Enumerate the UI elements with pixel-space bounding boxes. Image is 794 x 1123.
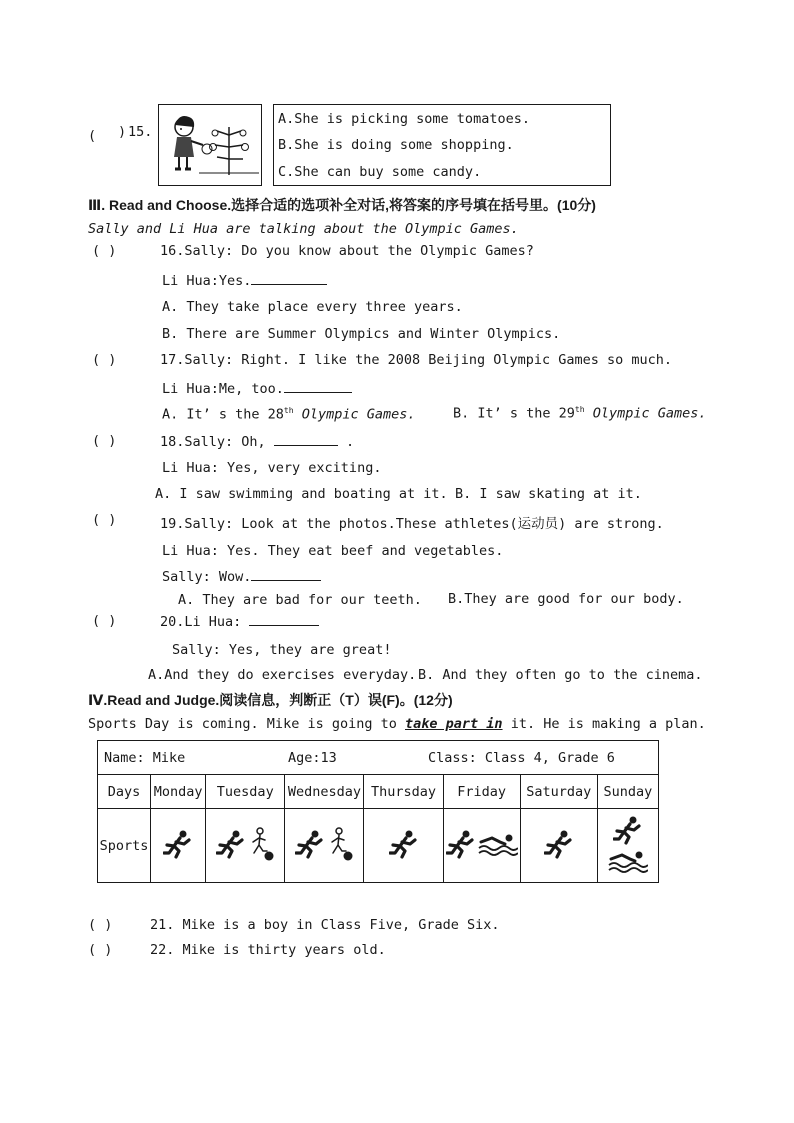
sport-cell-sunday (597, 809, 658, 883)
q18-line-1: 18.Sally: Oh, . (160, 434, 355, 450)
q19-option-b: B.They are good for our body. (448, 591, 684, 607)
q17-answer-paren[interactable]: ( ) (92, 352, 117, 368)
section-3-intro: Sally and Li Hua are talking about the Olympic Games. (88, 221, 519, 237)
plan-sports-row (98, 809, 659, 883)
swimming-icon (608, 849, 648, 877)
sport-cell-friday (443, 809, 520, 883)
running-icon (613, 815, 643, 849)
sport-cell-monday (151, 809, 206, 883)
q20-line-2: Sally: Yes, they are great! (172, 642, 392, 658)
q21-statement: 21. Mike is a boy in Class Five, Grade Six. (150, 917, 500, 933)
q18-blank (274, 433, 338, 446)
q16-option-a: A. They take place every three years. (162, 299, 463, 315)
q19-option-a: A. They are bad for our teeth. (178, 592, 422, 608)
q17-line-1: 17.Sally: Right. I like the 2008 Beijing Olympic Games so much. (160, 352, 673, 368)
girl-picking-tomatoes-illustration (159, 105, 261, 185)
q20-option-b: B. And they often go to the cinema. (418, 667, 703, 683)
q16-option-b: B. There are Summer Olympics and Winter Olympics. (162, 326, 561, 342)
q18-line-2: Li Hua: Yes, very exciting. (162, 460, 382, 476)
q22-statement: 22. Mike is thirty years old. (150, 942, 386, 958)
section-4-intro: Sports Day is coming. Mike is going to take part in it. He is making a plan. (88, 716, 706, 732)
q18-option-b: B. I saw skating at it. (455, 486, 642, 502)
q17-line-2: Li Hua:Me, too. (162, 380, 352, 397)
q16-blank (251, 272, 327, 285)
q17-option-a: A. It’ s the 28th Olympic Games. (162, 406, 416, 423)
football-icon (248, 827, 274, 865)
sport-cell-thursday (364, 809, 443, 883)
day-sunday: Sunday (597, 775, 658, 809)
running-icon (295, 829, 325, 863)
q15-picture (158, 104, 262, 186)
days-label: Days (98, 775, 151, 809)
plan-class: Class: Class 4, Grade 6 (428, 750, 615, 766)
running-icon (216, 829, 246, 863)
q15-option-b: B.She is doing some shopping. (278, 137, 514, 153)
q20-option-a: A.And they do exercises everyday. (148, 667, 417, 683)
day-tuesday: Tuesday (206, 775, 285, 809)
q18-option-a: A. I saw swimming and boating at it. (155, 486, 448, 502)
q15-option-c: C.She can buy some candy. (278, 164, 482, 180)
running-icon (389, 829, 419, 863)
running-icon (446, 829, 476, 863)
q19-blank (251, 568, 321, 581)
q21-answer-paren[interactable]: ( ) (88, 917, 113, 933)
swimming-icon (478, 832, 518, 860)
plan-info-cell (98, 741, 659, 775)
q22-answer-paren[interactable]: ( ) (88, 942, 113, 958)
q19-line-3: Sally: Wow. (162, 568, 321, 585)
q16-line-2: Li Hua:Yes. (162, 272, 327, 289)
sport-cell-saturday (520, 809, 597, 883)
sport-cell-wednesday (285, 809, 364, 883)
day-thursday: Thursday (364, 775, 443, 809)
q19-answer-paren[interactable]: ( ) (92, 512, 117, 528)
plan-info-row (98, 741, 659, 775)
sports-label: Sports (98, 809, 151, 883)
q16-answer-paren[interactable]: ( ) (92, 243, 117, 259)
q17-blank (284, 380, 352, 393)
day-friday: Friday (443, 775, 520, 809)
q16-line-1: 16.Sally: Do you know about the Olympic Games? (160, 243, 534, 259)
q17-option-b: B. It’ s the 29th Olympic Games. (453, 405, 707, 422)
plan-days-row (98, 775, 659, 809)
q18-answer-paren[interactable]: ( ) (92, 433, 117, 449)
plan-name: Name: Mike (104, 750, 186, 766)
running-icon (163, 829, 193, 863)
day-wednesday: Wednesday (285, 775, 364, 809)
q15-options-box (273, 104, 611, 186)
q20-blank (249, 613, 319, 626)
q15-paren-close: ) (118, 124, 127, 140)
q15-number: 15. (128, 124, 153, 140)
section-4-heading: Ⅳ.Read and Judge.阅读信息，判断正（T）误(F)。(12分) (88, 692, 453, 708)
day-saturday: Saturday (520, 775, 597, 809)
football-icon (327, 827, 353, 865)
sport-cell-tuesday (206, 809, 285, 883)
q20-line-1: 20.Li Hua: (160, 613, 319, 630)
plan-age: Age:13 (288, 750, 337, 766)
day-monday: Monday (151, 775, 206, 809)
sports-plan-table (97, 740, 659, 883)
q19-line-1: 19.Sally: Look at the photos.These athletes(运动员) are strong. (160, 516, 664, 532)
section-3-heading: Ⅲ. Read and Choose.选择合适的选项补全对话,将答案的序号填在括号里。(10分) (88, 197, 596, 213)
running-icon (544, 829, 574, 863)
q15-option-a: A.She is picking some tomatoes. (278, 111, 530, 127)
q20-answer-paren[interactable]: ( ) (92, 613, 117, 629)
take-part-in-keyword: take part in (405, 716, 503, 732)
q15-paren-open[interactable]: ( (88, 128, 97, 144)
q19-line-2: Li Hua: Yes. They eat beef and vegetables. (162, 543, 504, 559)
